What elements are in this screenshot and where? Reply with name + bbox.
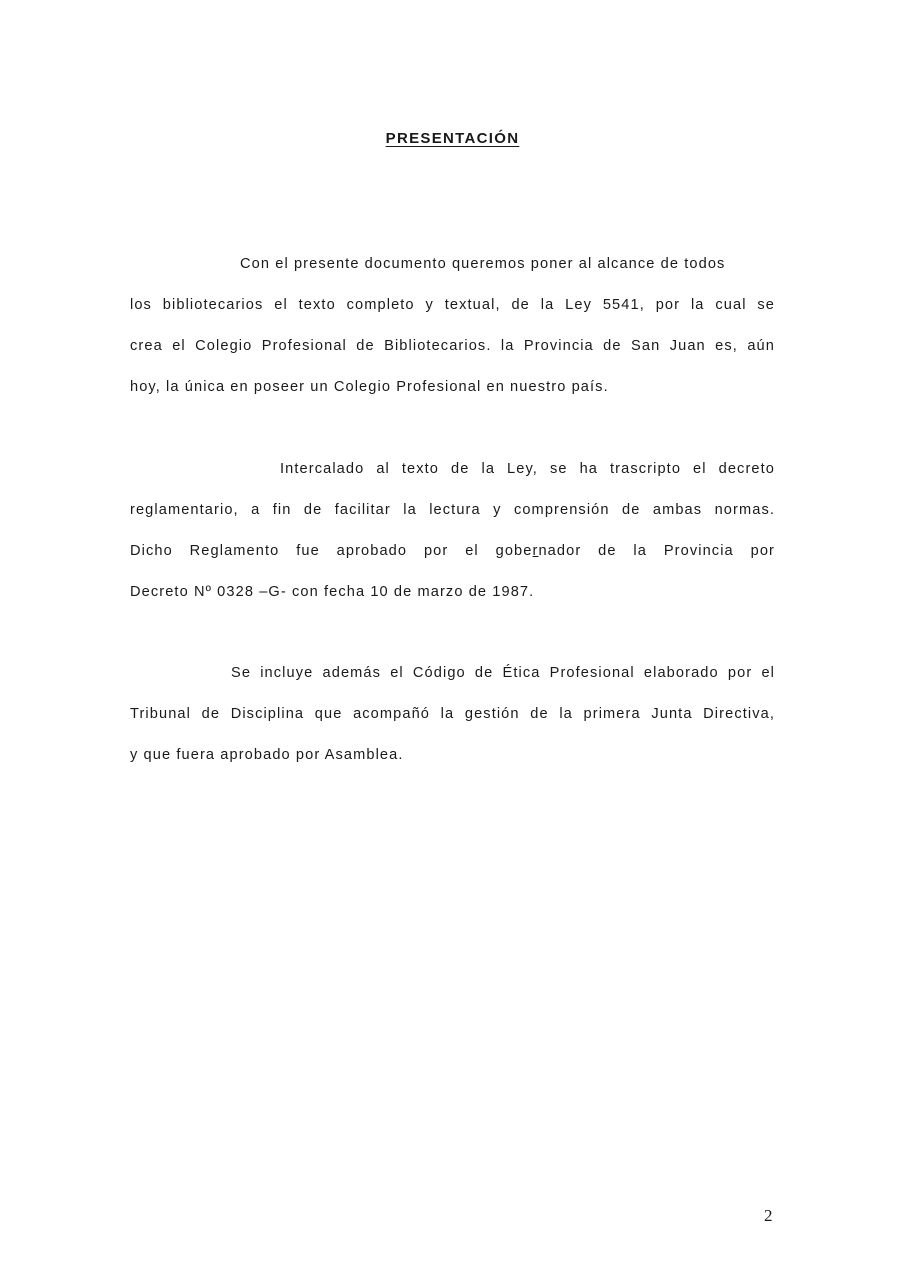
paragraph-line: hoy, la única en poseer un Colegio Profesional en nuestro país. [130,379,609,395]
text-segment: nador de la Provincia por [538,543,776,559]
paragraph-line: Intercalado al texto de la Ley, se ha trascripto el decreto [280,461,775,477]
page-number: 2 [764,1206,773,1225]
paragraph-line: Se incluye además el Código de Ética Profesional elaborado por el [231,665,775,681]
paragraph-line: y que fuera aprobado por Asamblea. [130,747,404,763]
underlined-letter: r [532,543,539,559]
paragraph-line: Decreto Nº 0328 –G- con fecha 10 de marzo de 1987. [130,584,535,600]
paragraph-line: Con el presente documento queremos poner al alcance de todos [240,256,726,272]
paragraph-line: crea el Colegio Profesional de Bibliotecarios. la Provincia de San Juan es, aún [130,338,775,354]
paragraph-line: reglamentario, a fin de facilitar la lectura y comprensión de ambas normas. [130,502,775,518]
text-segment: Dicho Reglamento fue aprobado por el gobe [130,543,533,559]
page-title: PRESENTACIÓN [385,130,520,147]
paragraph-line: los bibliotecarios el texto completo y textual, de la Ley 5541, por la cual se [130,297,775,313]
paragraph-line-with-underline [130,542,775,560]
paragraph-line: Tribunal de Disciplina que acompañó la gestión de la primera Junta Directiva, [130,706,775,722]
